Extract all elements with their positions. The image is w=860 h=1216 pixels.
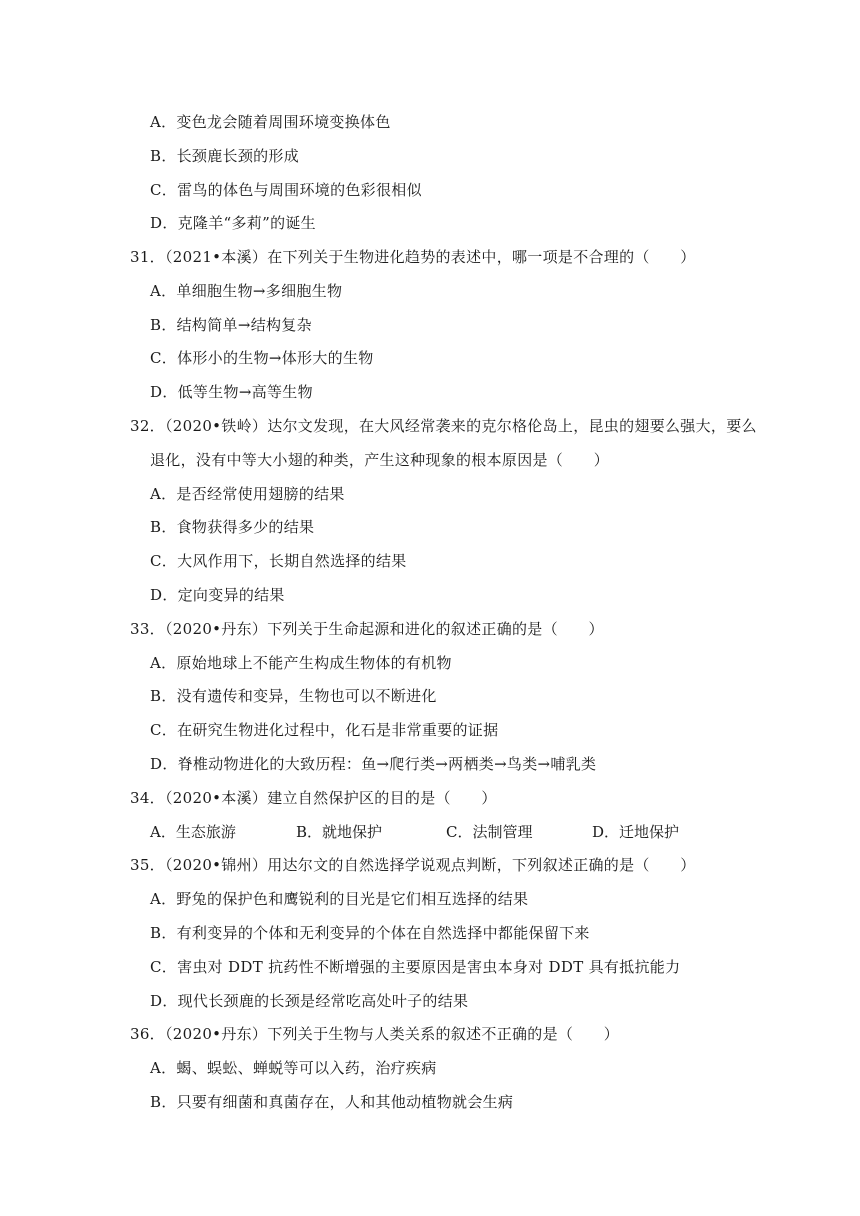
q33-option-d: D．脊椎动物进化的大致历程：鱼→爬行类→两栖类→鸟类→哺乳类: [150, 755, 597, 773]
q36-option-a: A．蝎、蜈蚣、蝉蜕等可以入药，治疗疾病: [150, 1059, 437, 1077]
q32-stem-line2: 退化，没有中等大小翅的种类，产生这种现象的根本原因是（ ）: [150, 451, 610, 469]
q32-option-b: B．食物获得多少的结果: [150, 518, 315, 536]
q33-option-b: B．没有遗传和变异，生物也可以不断进化: [150, 687, 437, 705]
q33-option-a: A．原始地球上不能产生构成生物体的有机物: [150, 654, 452, 672]
q36-option-b: B．只要有细菌和真菌存在，人和其他动植物就会生病: [150, 1093, 514, 1111]
q30-option-b: B．长颈鹿长颈的形成: [150, 147, 300, 165]
q30-option-a: A．变色龙会随着周围环境变换体色: [150, 113, 391, 131]
q35-option-b: B．有利变异的个体和无利变异的个体在自然选择中都能保留下来: [150, 924, 590, 942]
q31-stem: 31．（2021•本溪）在下列关于生物进化趋势的表述中，哪一项是不合理的（ ）: [130, 248, 696, 266]
q31-option-b: B．结构简单→结构复杂: [150, 316, 312, 334]
q35-option-d: D．现代长颈鹿的长颈是经常吃高处叶子的结果: [150, 992, 469, 1010]
q32-stem-line1: 32．（2020•铁岭）达尔文发现，在大风经常袭来的克尔格伦岛上，昆虫的翅要么强大，要么: [130, 417, 757, 435]
q36-stem: 36．（2020•丹东）下列关于生物与人类关系的叙述不正确的是（ ）: [130, 1025, 620, 1043]
q34-option-d: D．迁地保护: [592, 823, 680, 841]
q32-option-c: C．大风作用下，长期自然选择的结果: [150, 552, 407, 570]
q30-option-c: C．雷鸟的体色与周围环境的色彩很相似: [150, 181, 422, 199]
q34-option-c: C．法制管理: [446, 823, 533, 841]
q35-stem: 35．（2020•锦州）用达尔文的自然选择学说观点判断，下列叙述正确的是（ ）: [130, 856, 696, 874]
q31-option-d: D．低等生物→高等生物: [150, 383, 313, 401]
q31-option-c: C．体形小的生物→体形大的生物: [150, 349, 374, 367]
q35-option-a: A．野兔的保护色和鹰锐利的目光是它们相互选择的结果: [150, 890, 529, 908]
q34-option-a: A．生态旅游: [150, 823, 236, 841]
q33-stem: 33．（2020•丹东）下列关于生命起源和进化的叙述正确的是（ ）: [130, 620, 604, 638]
q33-option-c: C．在研究生物进化过程中，化石是非常重要的证据: [150, 721, 499, 739]
q34-stem: 34．（2020•本溪）建立自然保护区的目的是（ ）: [130, 789, 497, 807]
q34-option-b: B．就地保护: [296, 823, 383, 841]
q30-option-d: D．克隆羊“多莉”的诞生: [150, 214, 316, 232]
q31-option-a: A．单细胞生物→多细胞生物: [150, 282, 343, 300]
q32-option-a: A．是否经常使用翅膀的结果: [150, 485, 345, 503]
q32-option-d: D．定向变异的结果: [150, 586, 285, 604]
q35-option-c: C．害虫对 DDT 抗药性不断增强的主要原因是害虫本身对 DDT 具有抵抗能力: [150, 958, 681, 976]
